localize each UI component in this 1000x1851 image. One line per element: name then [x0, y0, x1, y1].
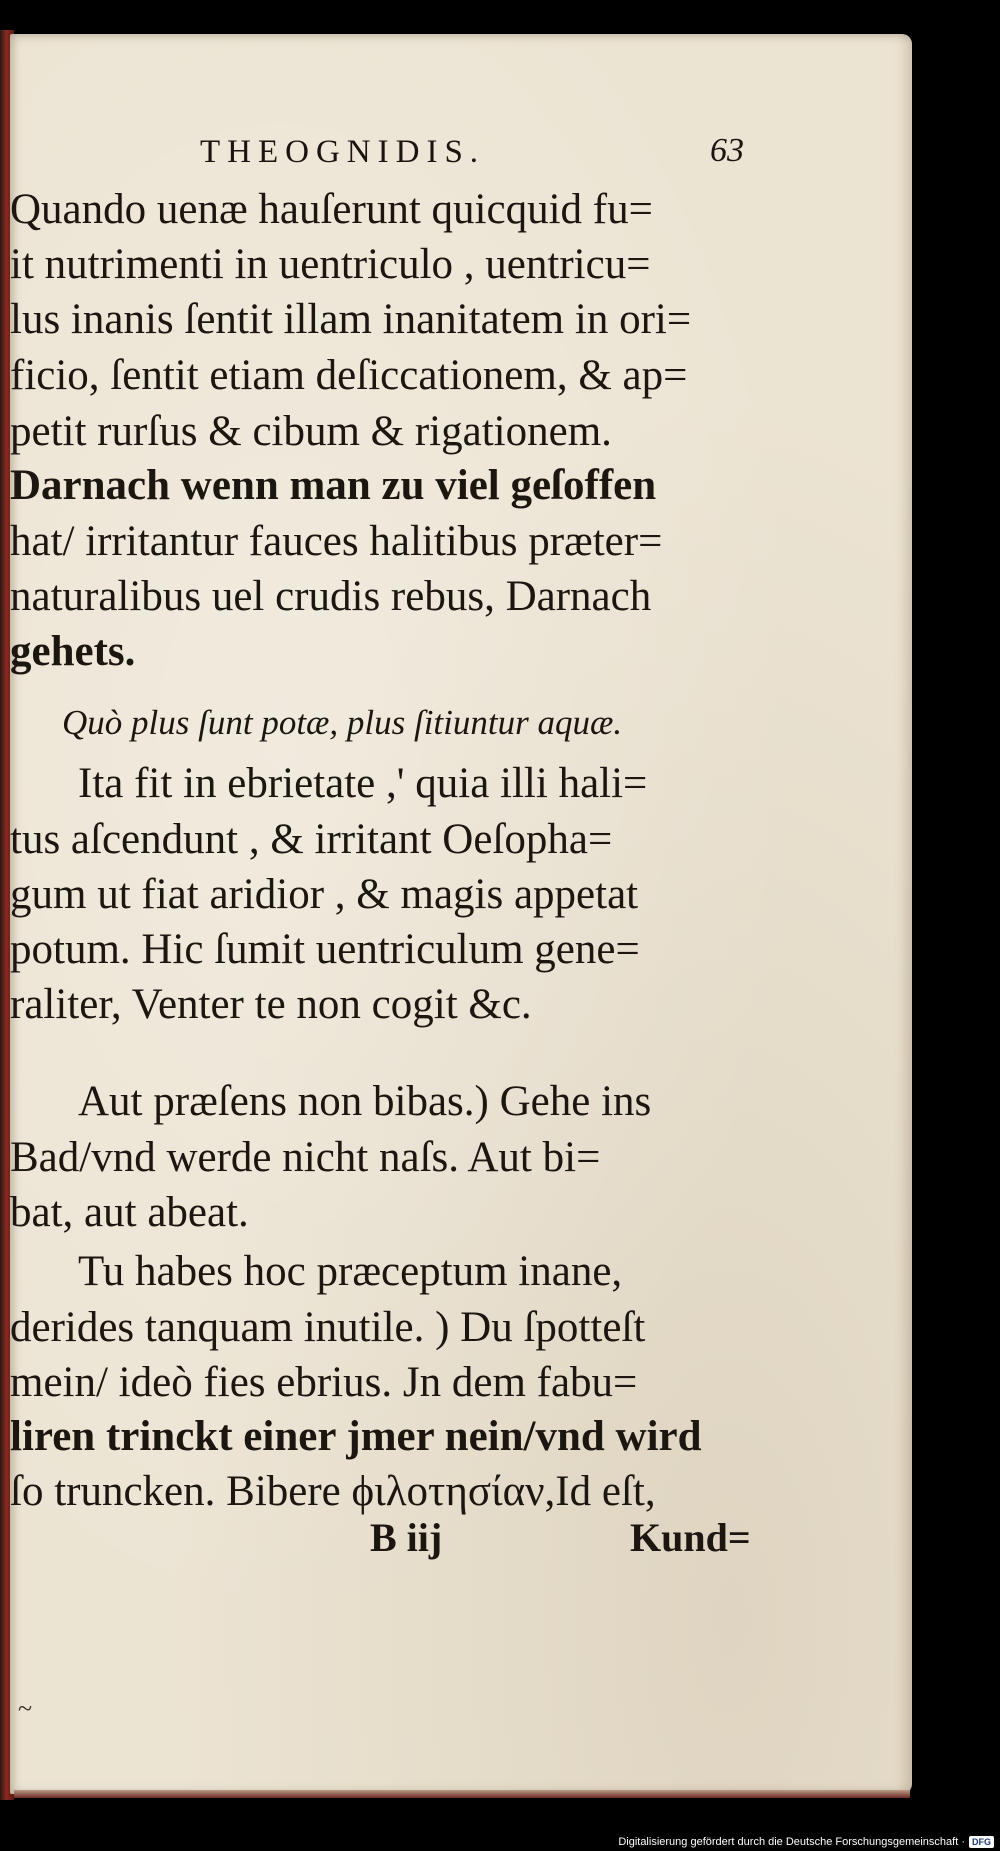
body-line: lus inanis ſentit illam inanitatem in ori=: [10, 296, 692, 343]
body-line: gum ut fiat aridior , & magis appetat: [10, 871, 639, 918]
body-line: tus aſcendunt , & irritant Oeſopha=: [10, 816, 613, 863]
body-line-gothic: gehets.: [10, 628, 136, 675]
digitization-credit: [618, 1833, 994, 1851]
catchword: Kund=: [630, 1515, 751, 1560]
page-bottom-edge: [14, 1790, 910, 1798]
body-line: hat/ irritantur fauces halitibus præter=: [10, 518, 663, 565]
body-line: it nutrimenti in uentriculo , uentricu=: [10, 241, 651, 288]
body-line: petit rurſus & cibum & rigationem.: [10, 408, 612, 455]
body-line-gothic: Darnach wenn man zu viel geſoffen: [10, 462, 657, 509]
margin-mark: ~: [18, 1694, 33, 1723]
page-header: [10, 134, 912, 174]
body-line: Quando uenæ hauſerunt quicquid fu=: [10, 186, 653, 233]
catchline: [10, 1514, 912, 1570]
body-line: Tu habes hoc præceptum inane,: [78, 1248, 623, 1295]
body-line: derides tanquam inutile. ) Du ſpotteſt: [10, 1304, 646, 1351]
body-line: ficio, ſentit etiam deſiccationem, & ap=: [10, 352, 688, 399]
body-line: raliter, Venter te non cogit &c.: [10, 981, 532, 1028]
body-line: bat, aut abeat.: [10, 1189, 249, 1236]
dfg-logo: DFG: [969, 1836, 994, 1848]
page-number: 63: [710, 132, 744, 169]
credit-text: Digitalisierung gefördert durch die Deutsche Forschungsgemeinschaft ·: [618, 1836, 965, 1848]
body-line: Bad/vnd werde nicht naſs. Aut bi=: [10, 1134, 601, 1181]
running-head: THEOGNIDIS.: [200, 134, 486, 170]
motto-line: Quò plus ſunt potæ, plus ſitiuntur aquæ.: [62, 703, 623, 742]
body-line: naturalibus uel crudis rebus, Darnach: [10, 573, 652, 620]
signature-mark: B iij: [370, 1515, 443, 1560]
book-page: [10, 34, 912, 1794]
body-line: mein/ ideò fies ebrius. Jn dem fabu=: [10, 1359, 638, 1406]
body-line-gothic: liren trinckt einer jmer nein/vnd wird: [10, 1413, 702, 1460]
body-line: potum. Hic ſumit uentriculum gene=: [10, 926, 640, 973]
body-line: Aut præſens non bibas.) Gehe ins: [78, 1078, 652, 1125]
body-line: Ita fit in ebrietate ,' quia illi hali=: [78, 760, 648, 807]
body-line: ſo truncken. Bibere ϕιλοτησίαν,Id eſt,: [10, 1468, 656, 1515]
